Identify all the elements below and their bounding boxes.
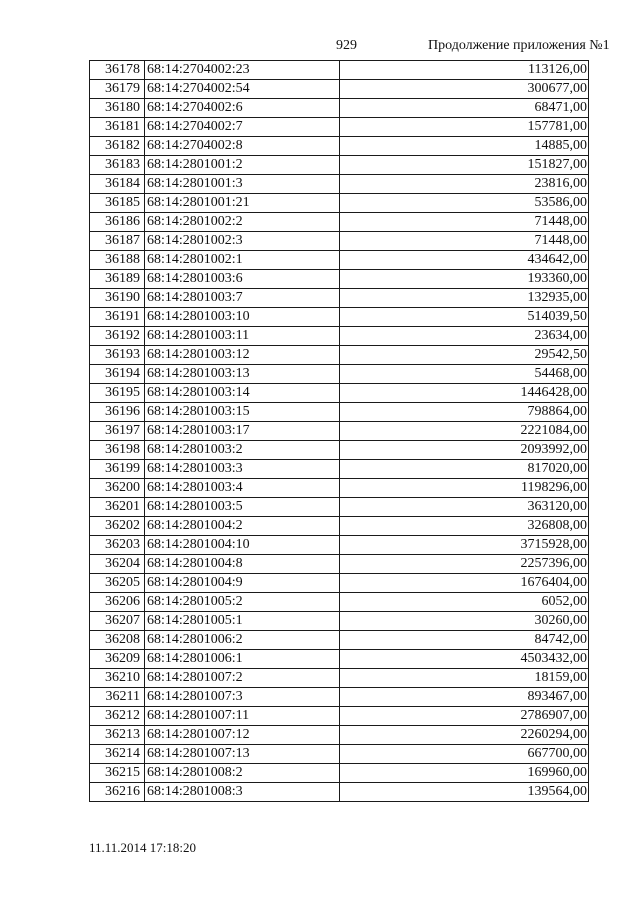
value-cell: 2257396,00: [340, 555, 589, 574]
row-number-cell: 36181: [90, 118, 145, 137]
table-row: [90, 232, 589, 251]
cadastral-number-cell: 68:14:2801004:2: [145, 517, 340, 536]
row-number-cell: 36193: [90, 346, 145, 365]
print-timestamp: 11.11.2014 17:18:20: [89, 840, 197, 855]
row-number-cell: 36180: [90, 99, 145, 118]
table-row: [90, 707, 589, 726]
cadastral-number-cell: 68:14:2801003:12: [145, 346, 340, 365]
table-row: [90, 593, 589, 612]
row-number-cell: 36191: [90, 308, 145, 327]
row-number-cell: 36215: [90, 764, 145, 783]
row-number-cell: 36195: [90, 384, 145, 403]
cadastral-number-cell: 68:14:2801001:21: [145, 194, 340, 213]
value-cell: 71448,00: [340, 232, 589, 251]
cadastral-number-cell: 68:14:2801008:3: [145, 783, 340, 802]
cadastral-number-cell: 68:14:2801003:5: [145, 498, 340, 517]
value-cell: 23816,00: [340, 175, 589, 194]
value-cell: 71448,00: [340, 213, 589, 232]
row-number-cell: 36200: [90, 479, 145, 498]
row-number-cell: 36188: [90, 251, 145, 270]
table-row: [90, 764, 589, 783]
value-cell: 30260,00: [340, 612, 589, 631]
row-number-cell: 36216: [90, 783, 145, 802]
page-header: [0, 38, 640, 56]
data-table: [89, 60, 589, 802]
cadastral-number-cell: 68:14:2801003:4: [145, 479, 340, 498]
table-row: [90, 346, 589, 365]
cadastral-number-cell: 68:14:2801003:7: [145, 289, 340, 308]
table-row: [90, 194, 589, 213]
value-cell: 14885,00: [340, 137, 589, 156]
cadastral-number-cell: 68:14:2801005:1: [145, 612, 340, 631]
value-cell: 1676404,00: [340, 574, 589, 593]
table-row: [90, 745, 589, 764]
value-cell: 23634,00: [340, 327, 589, 346]
table-row: [90, 574, 589, 593]
table-row: [90, 365, 589, 384]
value-cell: 2260294,00: [340, 726, 589, 745]
row-number-cell: 36214: [90, 745, 145, 764]
table-row: [90, 498, 589, 517]
value-cell: 434642,00: [340, 251, 589, 270]
row-number-cell: 36179: [90, 80, 145, 99]
value-cell: 151827,00: [340, 156, 589, 175]
value-cell: 157781,00: [340, 118, 589, 137]
cadastral-number-cell: 68:14:2801005:2: [145, 593, 340, 612]
cadastral-number-cell: 68:14:2801002:3: [145, 232, 340, 251]
value-cell: 54468,00: [340, 365, 589, 384]
value-cell: 514039,50: [340, 308, 589, 327]
cadastral-number-cell: 68:14:2801003:14: [145, 384, 340, 403]
cadastral-number-cell: 68:14:2801007:11: [145, 707, 340, 726]
row-number-cell: 36183: [90, 156, 145, 175]
value-cell: 2786907,00: [340, 707, 589, 726]
cadastral-number-cell: 68:14:2801006:2: [145, 631, 340, 650]
value-cell: 6052,00: [340, 593, 589, 612]
row-number-cell: 36182: [90, 137, 145, 156]
value-cell: 1446428,00: [340, 384, 589, 403]
row-number-cell: 36206: [90, 593, 145, 612]
row-number-cell: 36189: [90, 270, 145, 289]
table-row: [90, 99, 589, 118]
row-number-cell: 36212: [90, 707, 145, 726]
row-number-cell: 36207: [90, 612, 145, 631]
value-cell: 893467,00: [340, 688, 589, 707]
table-row: [90, 403, 589, 422]
table-row: [90, 479, 589, 498]
cadastral-number-cell: 68:14:2801007:2: [145, 669, 340, 688]
cadastral-number-cell: 68:14:2801002:1: [145, 251, 340, 270]
cadastral-number-cell: 68:14:2801003:10: [145, 308, 340, 327]
value-cell: 798864,00: [340, 403, 589, 422]
cadastral-number-cell: 68:14:2801004:8: [145, 555, 340, 574]
value-cell: 363120,00: [340, 498, 589, 517]
table-row: [90, 289, 589, 308]
cadastral-number-cell: 68:14:2801001:3: [145, 175, 340, 194]
cadastral-number-cell: 68:14:2801008:2: [145, 764, 340, 783]
table-row: [90, 118, 589, 137]
cadastral-number-cell: 68:14:2704002:54: [145, 80, 340, 99]
table-row: [90, 308, 589, 327]
table-row: [90, 156, 589, 175]
row-number-cell: 36198: [90, 441, 145, 460]
row-number-cell: 36199: [90, 460, 145, 479]
table-row: [90, 669, 589, 688]
cadastral-number-cell: 68:14:2801004:9: [145, 574, 340, 593]
cadastral-number-cell: 68:14:2801003:13: [145, 365, 340, 384]
table-row: [90, 555, 589, 574]
table-row: [90, 536, 589, 555]
table-row: [90, 726, 589, 745]
table-row: [90, 688, 589, 707]
table-row: [90, 270, 589, 289]
table-row: [90, 783, 589, 802]
table-row: [90, 517, 589, 536]
table-row: [90, 422, 589, 441]
row-number-cell: 36205: [90, 574, 145, 593]
value-cell: 113126,00: [340, 61, 589, 80]
row-number-cell: 36210: [90, 669, 145, 688]
page-number: 929: [336, 38, 357, 53]
cadastral-number-cell: 68:14:2801003:17: [145, 422, 340, 441]
value-cell: 300677,00: [340, 80, 589, 99]
cadastral-number-cell: 68:14:2801003:6: [145, 270, 340, 289]
table-row: [90, 213, 589, 232]
cadastral-number-cell: 68:14:2801004:10: [145, 536, 340, 555]
cadastral-number-cell: 68:14:2801003:15: [145, 403, 340, 422]
cadastral-number-cell: 68:14:2801007:12: [145, 726, 340, 745]
value-cell: 193360,00: [340, 270, 589, 289]
table-row: [90, 80, 589, 99]
table-row: [90, 175, 589, 194]
row-number-cell: 36186: [90, 213, 145, 232]
table-row: [90, 384, 589, 403]
cadastral-number-cell: 68:14:2704002:23: [145, 61, 340, 80]
table-row: [90, 137, 589, 156]
cadastral-number-cell: 68:14:2801003:3: [145, 460, 340, 479]
row-number-cell: 36202: [90, 517, 145, 536]
cadastral-number-cell: 68:14:2801002:2: [145, 213, 340, 232]
value-cell: 817020,00: [340, 460, 589, 479]
row-number-cell: 36190: [90, 289, 145, 308]
row-number-cell: 36192: [90, 327, 145, 346]
table-row: [90, 251, 589, 270]
value-cell: 53586,00: [340, 194, 589, 213]
value-cell: 132935,00: [340, 289, 589, 308]
value-cell: 18159,00: [340, 669, 589, 688]
value-cell: 84742,00: [340, 631, 589, 650]
row-number-cell: 36194: [90, 365, 145, 384]
table-row: [90, 441, 589, 460]
table-row: [90, 460, 589, 479]
row-number-cell: 36185: [90, 194, 145, 213]
row-number-cell: 36204: [90, 555, 145, 574]
value-cell: 29542,50: [340, 346, 589, 365]
row-number-cell: 36213: [90, 726, 145, 745]
table-row: [90, 327, 589, 346]
value-cell: 326808,00: [340, 517, 589, 536]
row-number-cell: 36203: [90, 536, 145, 555]
table-row: [90, 612, 589, 631]
row-number-cell: 36178: [90, 61, 145, 80]
row-number-cell: 36201: [90, 498, 145, 517]
value-cell: 2221084,00: [340, 422, 589, 441]
cadastral-number-cell: 68:14:2704002:8: [145, 137, 340, 156]
table-body: [90, 61, 589, 802]
cadastral-number-cell: 68:14:2801003:2: [145, 441, 340, 460]
cadastral-number-cell: 68:14:2704002:7: [145, 118, 340, 137]
table-row: [90, 650, 589, 669]
value-cell: 139564,00: [340, 783, 589, 802]
row-number-cell: 36209: [90, 650, 145, 669]
cadastral-number-cell: 68:14:2801007:3: [145, 688, 340, 707]
value-cell: 68471,00: [340, 99, 589, 118]
value-cell: 1198296,00: [340, 479, 589, 498]
cadastral-number-cell: 68:14:2801003:11: [145, 327, 340, 346]
value-cell: 4503432,00: [340, 650, 589, 669]
cadastral-number-cell: 68:14:2801007:13: [145, 745, 340, 764]
table-row: [90, 631, 589, 650]
cadastral-number-cell: 68:14:2801006:1: [145, 650, 340, 669]
row-number-cell: 36208: [90, 631, 145, 650]
table-row: [90, 61, 589, 80]
row-number-cell: 36187: [90, 232, 145, 251]
value-cell: 3715928,00: [340, 536, 589, 555]
value-cell: 2093992,00: [340, 441, 589, 460]
row-number-cell: 36196: [90, 403, 145, 422]
value-cell: 667700,00: [340, 745, 589, 764]
row-number-cell: 36184: [90, 175, 145, 194]
cadastral-number-cell: 68:14:2704002:6: [145, 99, 340, 118]
row-number-cell: 36211: [90, 688, 145, 707]
value-cell: 169960,00: [340, 764, 589, 783]
cadastral-number-cell: 68:14:2801001:2: [145, 156, 340, 175]
row-number-cell: 36197: [90, 422, 145, 441]
header-caption: Продолжение приложения №1: [428, 38, 610, 53]
